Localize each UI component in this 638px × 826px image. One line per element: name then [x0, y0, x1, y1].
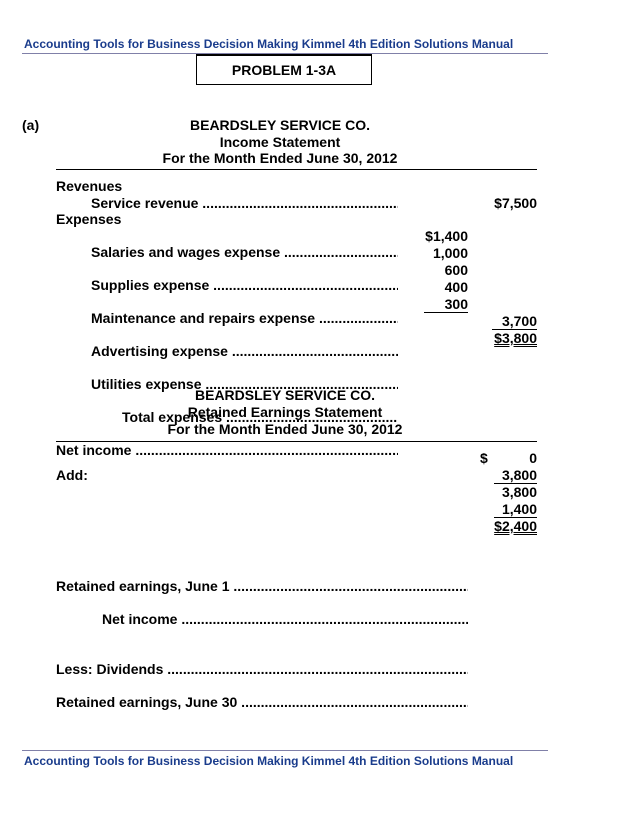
re-add-label: Net income ..... — [102, 611, 468, 627]
expense-amount: 400 — [444, 279, 468, 295]
is-company: BEARDSLEY SERVICE CO. — [190, 117, 370, 133]
expense-label: Supplies expense ..... — [91, 277, 398, 293]
re-beginning-currency: $ — [480, 450, 488, 466]
re-less-amount: 1,400 — [501, 501, 537, 517]
re-name: Retained Earnings Statement — [187, 404, 383, 420]
service-revenue-amount: $7,500 — [494, 195, 537, 211]
expense-amount: $1,400 — [425, 228, 468, 244]
expense-amount: 300 — [444, 296, 468, 312]
re-period: For the Month Ended June 30, 2012 — [167, 421, 403, 437]
expense-label: Salaries and wages expense ..... — [91, 244, 398, 260]
net-income-amount: $3,800 — [494, 330, 537, 346]
expense-amount: 1,000 — [432, 245, 468, 261]
re-heading-rule — [56, 441, 537, 442]
expense-label: Maintenance and repairs expense ..... — [91, 310, 398, 326]
footer-link[interactable]: Accounting Tools for Business Decision Making Kimmel 4th Edition Solutions Manual — [24, 754, 514, 768]
expenses-underline — [424, 312, 468, 313]
part-label: (a) — [22, 117, 40, 133]
re-less-label: Less: Dividends ..... — [56, 661, 468, 677]
is-name: Income Statement — [219, 134, 341, 150]
service-revenue-label: Service revenue ..... — [91, 195, 398, 211]
header-link[interactable]: Accounting Tools for Business Decision Making Kimmel 4th Edition Solutions Manual — [24, 37, 514, 51]
is-heading-rule — [56, 169, 537, 170]
problem-title: PROBLEM 1-3A — [231, 62, 337, 78]
re-add-prefix: Add: — [56, 467, 88, 483]
expense-label: Advertising expense ..... — [91, 343, 398, 359]
expense-label: Utilities expense ..... — [91, 376, 398, 392]
total-expenses-amount: 3,700 — [501, 313, 537, 329]
is-period: For the Month Ended June 30, 2012 — [162, 150, 398, 166]
re-beginning-amount: 0 — [529, 450, 537, 466]
net-income-label: Net income ..... — [56, 442, 398, 458]
re-subtotal: 3,800 — [501, 484, 537, 500]
expense-amount: 600 — [444, 262, 468, 278]
re-ending-amount: $2,400 — [494, 518, 537, 534]
total-expenses-label: Total expenses ..... — [122, 409, 398, 425]
footer-rule — [22, 750, 548, 751]
revenues-label: Revenues — [56, 178, 123, 194]
re-add-amount: 3,800 — [501, 467, 537, 483]
re-ending-label: Retained earnings, June 30 ..... — [56, 694, 468, 710]
problem-title-box — [196, 54, 372, 85]
re-beginning-label: Retained earnings, June 1 ..... — [56, 578, 468, 594]
expenses-label: Expenses — [56, 211, 122, 227]
re-company: BEARDSLEY SERVICE CO. — [195, 387, 375, 403]
